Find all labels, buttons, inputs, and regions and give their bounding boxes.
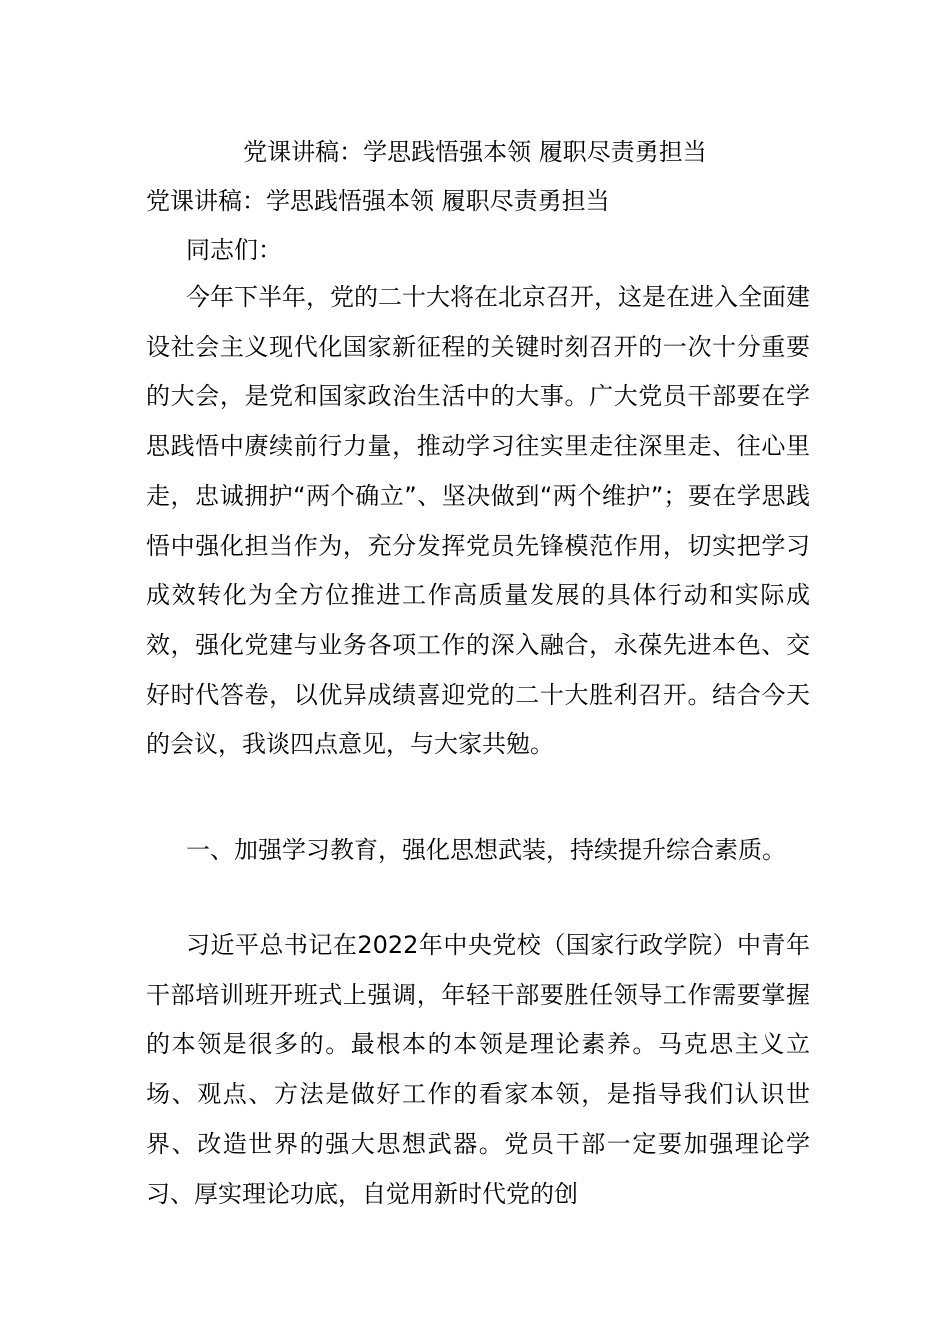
section-heading-1: 一、加强学习教育，强化思想武装，持续提升综合素质。 [186,836,786,864]
body-paragraph-1: 今年下半年，党的二十大将在北京召开，这是在进入全面建设社会主义现代化国家新征程的关键时刻召开的一次十分重要的大会，是党和国家政治生活中的大事。广大党员干部要在学思践悟中赓续前行力量，推动学习往实里走往深里走、往心里走，忠诚拥护“两个确立”、坚决做到“两个维护”；要在学思践悟中强化担当作为，充分发挥党员先锋模范作用，切实把学习成效转化为全方位推进工作高质量发展的具体行动和实际成效，强化党建与业务各项工作的深入融合，永葆先进本色、交好时代答卷，以优异成绩喜迎党的二十大胜利召开。结合今天的会议，我谈四点意见，与大家共勉。 [146,283,810,759]
document-title: 党课讲稿：学思践悟强本领 履职尽责勇担当 [243,138,707,166]
body-paragraph-2: 习近平总书记在2022年中央党校（国家行政学院）中青年干部培训班开班式上强调，年轻干部要胜任领导工作需要掌握的本领是很多的。最根本的本领是理论素养。马克思主义立场、观点、方法是做好工作的看家本领，是指导我们认识世界、改造世界的强大思想武器。党员干部一定要加强理论学习、厚实理论功底，自觉用新时代党的创 [146,931,810,1208]
document-subtitle: 党课讲稿：学思践悟强本领 履职尽责勇担当 [146,187,610,215]
salutation: 同志们： [186,236,282,264]
